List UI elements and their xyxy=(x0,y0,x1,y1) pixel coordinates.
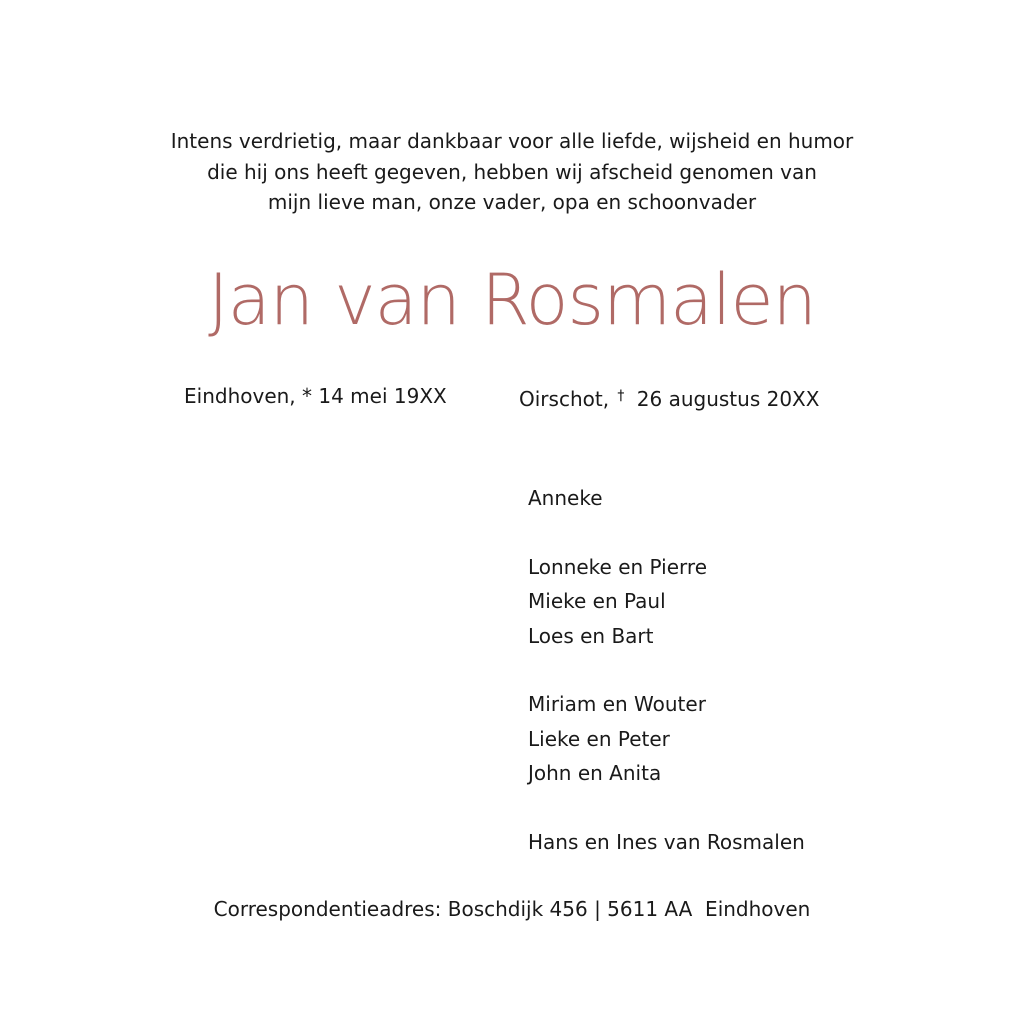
family-child-3: Loes en Bart xyxy=(528,623,654,648)
death-cross-icon: † xyxy=(617,388,625,404)
birth-place: Eindhoven, xyxy=(184,384,296,408)
intro-line-3: mijn lieve man, onze vader, opa en schoonvader xyxy=(267,190,757,214)
death-date: 26 augustus 20XX xyxy=(636,387,820,411)
intro-line-1: Intens verdrietig, maar dankbaar voor alle liefde, wijsheid en humor xyxy=(170,129,854,153)
birth-info xyxy=(184,382,447,410)
family-list xyxy=(528,481,805,859)
birth-date: 14 mei 19XX xyxy=(318,384,447,408)
family-spacer xyxy=(528,515,805,549)
deceased-name: Jan van Rosmalen xyxy=(208,259,816,341)
intro-text xyxy=(0,126,1024,218)
death-info xyxy=(519,382,819,413)
family-child-6: John en Anita xyxy=(528,761,662,786)
intro-line-2: die hij ons heeft gegeven, hebben wij afscheid genomen van xyxy=(207,159,817,184)
family-child-1: Lonneke en Pierre xyxy=(528,554,707,579)
family-spouse: Anneke xyxy=(528,486,603,510)
family-siblings: Hans en Ines van Rosmalen xyxy=(528,829,805,854)
family-spacer xyxy=(528,791,805,825)
birth-star-icon: * xyxy=(302,384,313,408)
family-child-5: Lieke en Peter xyxy=(528,726,670,751)
family-child-4: Miriam en Wouter xyxy=(528,692,706,717)
correspondence-address: Correspondentieadres: Boschdijk 456 | 5611 AA Eindhoven xyxy=(213,897,811,921)
death-place: Oirschot, xyxy=(519,387,610,411)
family-spacer xyxy=(528,653,805,687)
family-child-2: Mieke en Paul xyxy=(528,589,666,614)
